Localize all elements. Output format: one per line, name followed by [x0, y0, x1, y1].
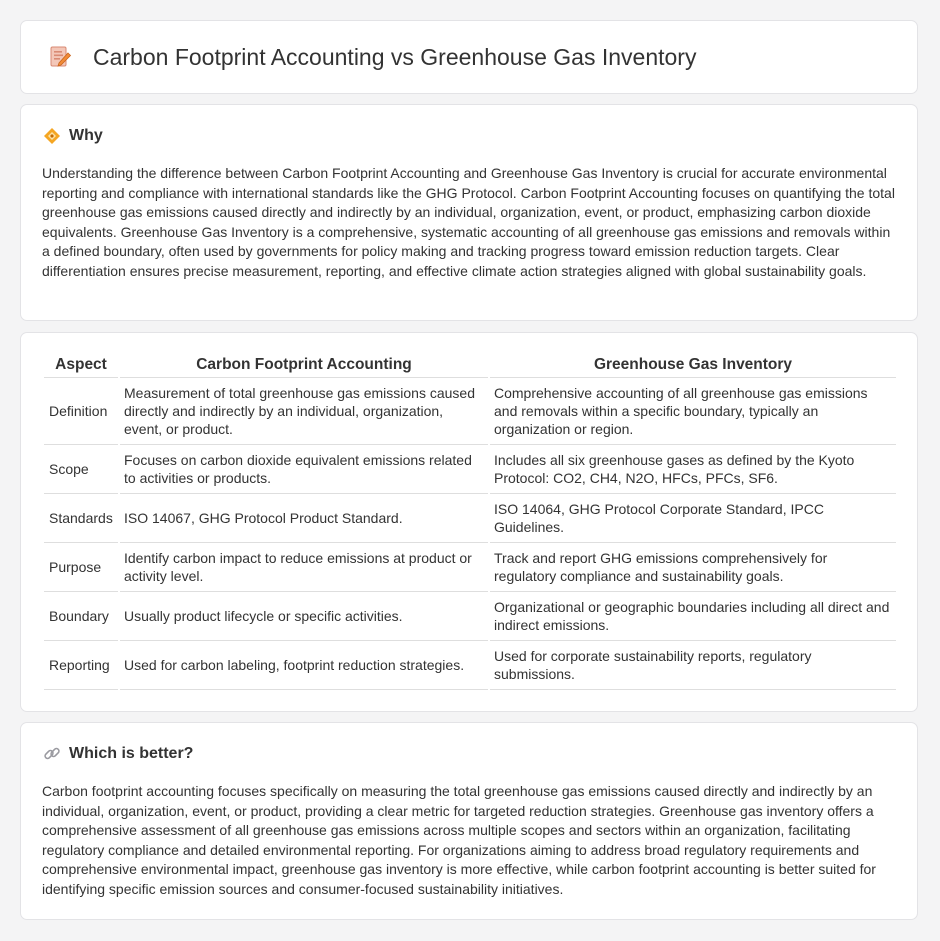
document-pencil-icon — [47, 44, 73, 70]
table-row — [44, 592, 896, 641]
table-cell: Usually product lifecycle or specific activities. — [120, 592, 488, 641]
table-row — [44, 641, 896, 690]
table-cell: Includes all six greenhouse gases as defined by the Kyoto Protocol: CO2, CH4, N2O, HFCs, PFCs, SF6. — [490, 445, 896, 494]
aspect-cell: Boundary — [44, 592, 118, 641]
header-card — [20, 20, 918, 94]
which-is-better-text: Carbon footprint accounting focuses specifically on measuring the total greenhouse gas emissions caused directly and indirectly by an individual, organization, event, or product, providing a clear metric for targeted reduction strategies. Greenhouse gas inventory offers a comprehensive assessment of all greenhouse gas emissions across multiple scopes and sectors within an organization, facilitating regulatory compliance and detailed environmental reporting. For organizations aiming to address broad regulatory requirements and comprehensive environmental impact, greenhouse gas inventory is more effective, while carbon footprint accounting is better suited for identifying specific emission sources and consumer-focused sustainability initiatives. — [42, 783, 876, 897]
table-cell: Comprehensive accounting of all greenhouse gas emissions and removals within a specific boundary, typically an organization or region. — [490, 378, 896, 445]
table-cell: ISO 14067, GHG Protocol Product Standard. — [120, 494, 488, 543]
table-cell: Measurement of total greenhouse gas emissions caused directly and indirectly by an individual, organization, event, or product. — [120, 378, 488, 445]
aspect-cell: Standards — [44, 494, 118, 543]
table-header-row — [44, 352, 896, 378]
table-cell: Track and report GHG emissions comprehensively for regulatory compliance and sustainability goals. — [490, 543, 896, 592]
column-header: Aspect — [44, 352, 118, 378]
aspect-cell: Scope — [44, 445, 118, 494]
table-cell: Used for carbon labeling, footprint reduction strategies. — [120, 641, 488, 690]
table-cell: Organizational or geographic boundaries including all direct and indirect emissions. — [490, 592, 896, 641]
why-section — [20, 104, 918, 321]
table-cell: Identify carbon impact to reduce emissions at product or activity level. — [120, 543, 488, 592]
table-row — [44, 378, 896, 445]
aspect-cell: Definition — [44, 378, 118, 445]
table-cell: ISO 14064, GHG Protocol Corporate Standard, IPCC Guidelines. — [490, 494, 896, 543]
page-title: Carbon Footprint Accounting vs Greenhouse Gas Inventory — [93, 44, 697, 70]
comparison-table — [42, 352, 898, 690]
comparison-section — [20, 332, 918, 712]
which-is-better-heading: Which is better? — [69, 745, 194, 762]
link-icon — [43, 745, 61, 763]
aspect-cell: Purpose — [44, 543, 118, 592]
table-cell: Used for corporate sustainability reports, regulatory submissions. — [490, 641, 896, 690]
diamond-icon — [43, 127, 61, 145]
which-is-better-section — [20, 722, 918, 920]
table-row — [44, 445, 896, 494]
column-header: Carbon Footprint Accounting — [120, 352, 488, 378]
column-header: Greenhouse Gas Inventory — [490, 352, 896, 378]
aspect-cell: Reporting — [44, 641, 118, 690]
why-heading: Why — [69, 127, 103, 144]
table-row — [44, 543, 896, 592]
why-text: Understanding the difference between Carbon Footprint Accounting and Greenhouse Gas Inventory is crucial for accurate environmental reporting and compliance with international standards like the GHG Protocol. Carbon Footprint Accounting focuses on quantifying the total greenhouse gas emissions caused directly and indirectly by an individual, organization, event, or product, emphasizing carbon dioxide equivalents. Greenhouse Gas Inventory is a comprehensive, systematic accounting of all greenhouse gas emissions and removals within a defined boundary, often used by governments for policy making and tracking progress toward emission reduction targets. Clear differentiation ensures precise measurement, reporting, and effective climate action strategies aligned with global sustainability goals. — [42, 165, 895, 279]
table-row — [44, 494, 896, 543]
table-cell: Focuses on carbon dioxide equivalent emissions related to activities or products. — [120, 445, 488, 494]
